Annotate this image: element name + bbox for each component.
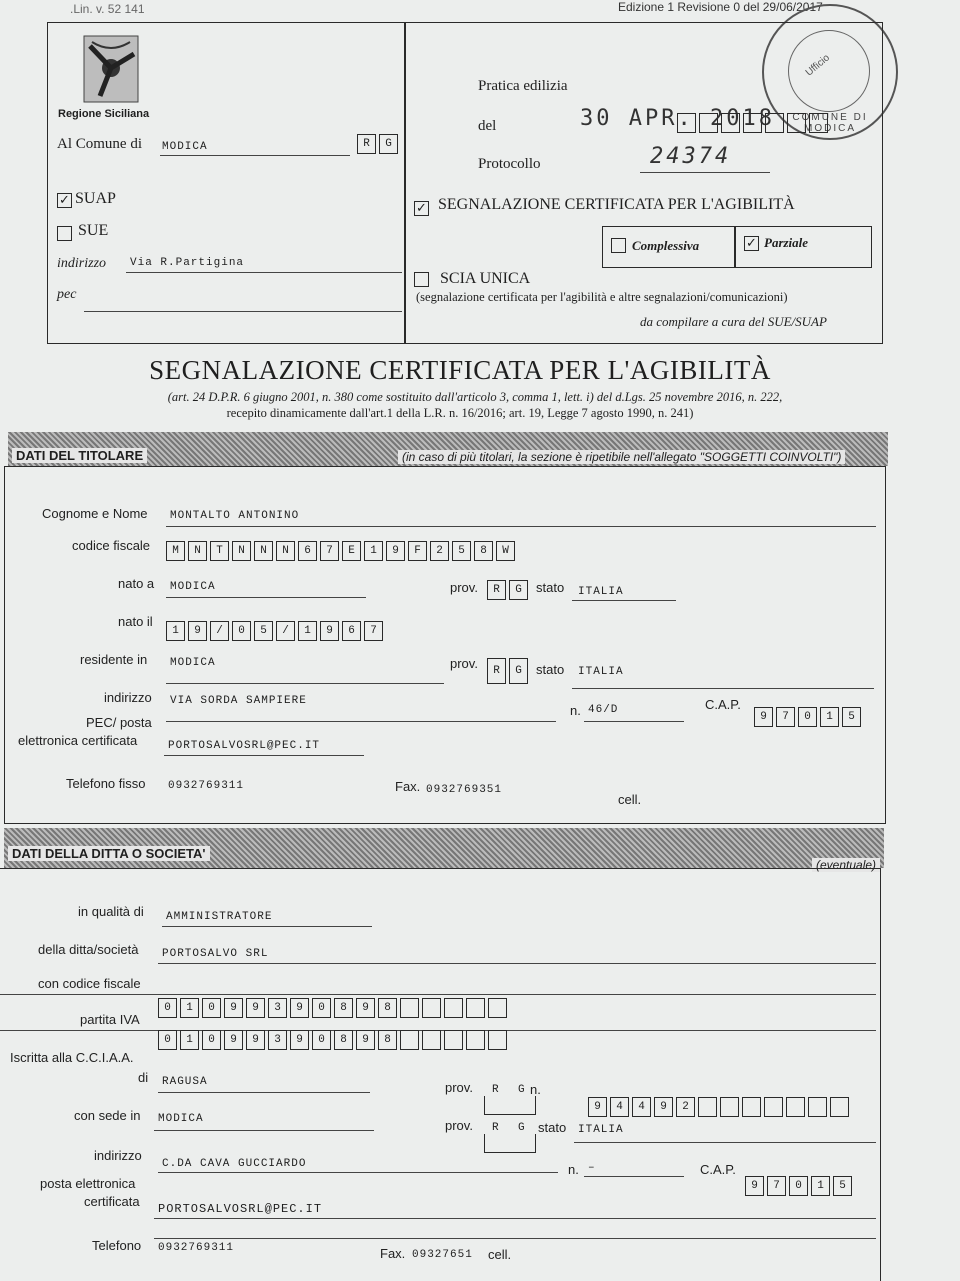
ditta-cf-cell[interactable]: 1 xyxy=(180,998,199,1018)
protocollo-value: 24374 xyxy=(650,144,732,169)
qualita-value: AMMINISTRATORE xyxy=(166,911,273,923)
cciaa-n-cells xyxy=(588,1097,852,1117)
fax-tit-value: 0932769351 xyxy=(426,784,503,796)
sue-label: SUE xyxy=(78,222,109,239)
piva-cell[interactable]: 3 xyxy=(268,1030,287,1050)
ditta-cf-cell[interactable]: 8 xyxy=(378,998,397,1018)
date-cell[interactable]: 0 xyxy=(232,621,251,641)
res-stato-label: stato xyxy=(536,662,565,677)
titolare-section-note: (in caso di più titolari, la sezione è ripetibile nell'allegato "SOGGETTI COINVOLTI") xyxy=(398,450,845,464)
nato-stato-label: stato xyxy=(536,580,565,595)
ditta-label: della ditta/società xyxy=(38,942,139,957)
cap-cell[interactable]: 5 xyxy=(842,707,861,727)
sede-cap-cell[interactable]: 9 xyxy=(745,1176,764,1196)
sede-n-value: – xyxy=(588,1162,596,1174)
piva-cell[interactable]: 0 xyxy=(312,1030,331,1050)
cciaa-prov-label: prov. xyxy=(445,1080,473,1095)
sede-pec-value: PORTOSALVOSRL@PEC.IT xyxy=(158,1202,323,1216)
cap-tit-cells xyxy=(754,707,864,727)
cap-cell[interactable]: 7 xyxy=(776,707,795,727)
pratica-label: Pratica edilizia xyxy=(478,78,568,94)
cap-cell[interactable]: 9 xyxy=(754,707,773,727)
piva-cell[interactable]: 0 xyxy=(158,1030,177,1050)
piva-cell[interactable] xyxy=(466,1030,485,1050)
cciaa-prov-g: G xyxy=(518,1084,526,1096)
pec-label: pec xyxy=(57,287,77,302)
nato-prov-label: prov. xyxy=(450,580,478,595)
residente-label: residente in xyxy=(80,652,148,667)
sede-cap-label: C.A.P. xyxy=(700,1162,736,1177)
complessiva-label: Complessiva xyxy=(632,238,700,253)
cf-cell[interactable]: 8 xyxy=(474,541,493,561)
fax-tit-label: Fax. xyxy=(395,779,421,794)
date-cell[interactable]: 9 xyxy=(188,621,207,641)
cf-cell[interactable]: 6 xyxy=(298,541,317,561)
cciaa-n-cell[interactable] xyxy=(808,1097,827,1117)
sede-cell-label: cell. xyxy=(488,1247,512,1262)
piva-cell[interactable]: 9 xyxy=(356,1030,375,1050)
date-cells xyxy=(677,113,831,133)
n-tit-label: n. xyxy=(570,703,581,718)
qualita-label: in qualità di xyxy=(78,904,144,919)
sede-prov-label: prov. xyxy=(445,1118,473,1133)
piva-cell[interactable]: 1 xyxy=(180,1030,199,1050)
cf-cell[interactable]: M xyxy=(166,541,185,561)
piva-cell[interactable] xyxy=(422,1030,441,1050)
ditta-cf-cell[interactable]: 0 xyxy=(312,998,331,1018)
complessiva-checkbox[interactable] xyxy=(611,238,626,253)
piva-cell[interactable] xyxy=(444,1030,463,1050)
piva-cell[interactable]: 9 xyxy=(290,1030,309,1050)
cap-cell[interactable]: 1 xyxy=(820,707,839,727)
ditta-cf-cell[interactable]: 8 xyxy=(334,998,353,1018)
cciaa-n-cell[interactable] xyxy=(764,1097,783,1117)
cciaa-n-label: n. xyxy=(530,1082,541,1097)
cciaa-n-cell[interactable]: 4 xyxy=(610,1097,629,1117)
segnalazione-label: SEGNALAZIONE CERTIFICATA PER L'AGIBILITÀ xyxy=(438,196,795,213)
edition-label: Edizione 1 Revisione 0 del 29/06/2017 xyxy=(618,0,823,14)
res-prov-cells: R G xyxy=(487,658,531,684)
piva-cell[interactable] xyxy=(400,1030,419,1050)
piva-cell[interactable] xyxy=(488,1030,507,1050)
sede-fax-label: Fax. xyxy=(380,1246,406,1261)
comune-prov-cells: R G xyxy=(357,134,401,154)
sede-tel-label: Telefono xyxy=(92,1238,142,1253)
sede-prov-r: R xyxy=(492,1122,500,1134)
cap-tit-label: C.A.P. xyxy=(705,697,741,712)
ditta-cf-cell[interactable]: 9 xyxy=(246,998,265,1018)
ditta-cf-cell[interactable]: 9 xyxy=(356,998,375,1018)
cf-cell[interactable]: N xyxy=(276,541,295,561)
cciaa-n-cell[interactable] xyxy=(786,1097,805,1117)
titolare-section-title: DATI DEL TITOLARE xyxy=(12,448,147,463)
date-cell[interactable]: 5 xyxy=(254,621,273,641)
cf-cell[interactable]: 7 xyxy=(320,541,339,561)
indirizzo-value: Via R.Partigina xyxy=(130,257,245,269)
pec-tit-label-2: elettronica certificata xyxy=(18,733,138,748)
sede-tel-value: 0932769311 xyxy=(158,1242,235,1254)
tel-tit-value: 0932769311 xyxy=(168,780,245,792)
cciaa-n-cell[interactable]: 2 xyxy=(676,1097,695,1117)
residente-value: MODICA xyxy=(170,657,216,669)
suap-checkbox[interactable]: ✓ xyxy=(57,193,72,208)
page-title: SEGNALAZIONE CERTIFICATA PER L'AGIBILITÀ xyxy=(149,355,771,385)
cciaa-prov-r: R xyxy=(492,1084,500,1096)
sede-cap-cell[interactable]: 5 xyxy=(833,1176,852,1196)
subtitle-2: recepito dinamicamente dall'art.1 della L.R. n. 16/2016; art. 19, Legge 7 agosto 1990, n. 241) xyxy=(226,406,694,420)
n-tit-value: 46/D xyxy=(588,704,619,716)
indirizzo-line xyxy=(126,272,402,273)
cciaa-n-cell[interactable] xyxy=(830,1097,849,1117)
stamp-inner-text: Ufficio xyxy=(803,52,832,79)
cciaa-n-cell[interactable]: 9 xyxy=(654,1097,673,1117)
segnalazione-checkbox[interactable]: ✓ xyxy=(414,201,429,216)
suap-label: SUAP xyxy=(75,190,116,207)
cf-cell[interactable]: 9 xyxy=(386,541,405,561)
nato-stato-value: ITALIA xyxy=(578,586,624,598)
sede-cap-cell[interactable]: 0 xyxy=(789,1176,808,1196)
sede-cap-cell[interactable]: 7 xyxy=(767,1176,786,1196)
cciaa-di-label: di xyxy=(138,1070,149,1085)
stamp-outer-text: COMUNE DI MODICA xyxy=(792,112,868,134)
piva-cell[interactable]: 0 xyxy=(202,1030,221,1050)
ditta-cf-cell[interactable] xyxy=(466,998,485,1018)
sede-indirizzo-label: indirizzo xyxy=(94,1148,142,1163)
cognome-value: MONTALTO ANTONINO xyxy=(170,510,300,522)
pec-line xyxy=(84,311,402,312)
sede-stato-label: stato xyxy=(538,1120,567,1135)
ditta-value: PORTOSALVO SRL xyxy=(162,948,269,960)
cf-cell[interactable]: W xyxy=(496,541,515,561)
ditta-cf-label: con codice fiscale xyxy=(38,976,141,991)
sede-label: con sede in xyxy=(74,1108,141,1123)
cciaa-n-cell[interactable] xyxy=(742,1097,761,1117)
cciaa-value: RAGUSA xyxy=(162,1076,208,1088)
date-value: 30 APR. 2018 xyxy=(580,106,775,131)
cf-cell[interactable]: E xyxy=(342,541,361,561)
date-cell[interactable]: 1 xyxy=(298,621,317,641)
scia-note: (segnalazione certificata per l'agibilità e altre segnalazioni/comunicazioni) xyxy=(416,290,788,304)
parziale-label: Parziale xyxy=(764,235,809,250)
res-stato-value: ITALIA xyxy=(578,666,624,678)
nato-il-label: nato il xyxy=(118,614,153,629)
pec-tit-label-1: PEC/ posta xyxy=(86,715,152,730)
nato-a-label: nato a xyxy=(118,576,155,591)
subtitle-1: (art. 24 D.P.R. 6 giugno 2001, n. 380 come sostituito dall'articolo 3, comma 1, lett. i) del d.Lgs. 25 novembre 2016, n. 222, xyxy=(167,390,783,404)
piva-cell[interactable]: 9 xyxy=(224,1030,243,1050)
indirizzo-tit-value: VIA SORDA SAMPIERE xyxy=(170,695,307,707)
cf-label: codice fiscale xyxy=(72,538,151,553)
protocollo-line xyxy=(640,172,770,173)
cciaa-n-cell[interactable]: 4 xyxy=(632,1097,651,1117)
ditta-cf-cell[interactable]: 3 xyxy=(268,998,287,1018)
ditta-cf-cell[interactable] xyxy=(488,998,507,1018)
cap-cell[interactable]: 0 xyxy=(798,707,817,727)
date-cell[interactable]: 6 xyxy=(342,621,361,641)
cf-cell[interactable]: N xyxy=(254,541,273,561)
ditta-cf-cell[interactable]: 9 xyxy=(224,998,243,1018)
cell-tit-label: cell. xyxy=(618,792,642,807)
cf-cell[interactable]: F xyxy=(408,541,427,561)
cf-cell[interactable]: 2 xyxy=(430,541,449,561)
nato-a-value: MODICA xyxy=(170,581,216,593)
piva-cell[interactable]: 8 xyxy=(334,1030,353,1050)
cciaa-n-cell[interactable]: 9 xyxy=(588,1097,607,1117)
ditta-cf-cell[interactable] xyxy=(444,998,463,1018)
indirizzo-tit-label: indirizzo xyxy=(104,690,152,705)
cciaa-n-cell[interactable] xyxy=(720,1097,739,1117)
cf-cell[interactable]: T xyxy=(210,541,229,561)
parziale-checkbox[interactable]: ✓ xyxy=(744,236,759,251)
sede-pec-label-2: certificata xyxy=(84,1194,140,1209)
cciaa-n-cell[interactable] xyxy=(698,1097,717,1117)
cciaa-label: Iscritta alla C.C.I.A.A. xyxy=(10,1050,134,1065)
pec-tit-value: PORTOSALVOSRL@PEC.IT xyxy=(168,740,321,752)
cf-cell[interactable]: 5 xyxy=(452,541,471,561)
header-divider xyxy=(404,22,406,344)
al-comune-label: Al Comune di xyxy=(57,136,142,152)
ditta-cf-cell[interactable]: 0 xyxy=(158,998,177,1018)
piva-cell[interactable]: 9 xyxy=(246,1030,265,1050)
tel-tit-label: Telefono fisso xyxy=(66,776,146,791)
nato-il-cells xyxy=(166,621,386,641)
sede-stato-value: ITALIA xyxy=(578,1124,624,1136)
ditta-cf-cell[interactable] xyxy=(400,998,419,1018)
ditta-cf-cells xyxy=(158,998,510,1018)
regione-logo xyxy=(82,34,140,104)
date-cell[interactable]: / xyxy=(276,621,295,641)
piva-label: partita IVA xyxy=(80,1012,140,1027)
cf-cells xyxy=(166,541,518,561)
ditta-cf-cell[interactable]: 0 xyxy=(202,998,221,1018)
sede-fax-value: 09327651 xyxy=(412,1249,473,1261)
piva-cell[interactable]: 8 xyxy=(378,1030,397,1050)
date-cell[interactable]: 1 xyxy=(166,621,185,641)
compile-note: da compilare a cura del SUE/SUAP xyxy=(640,314,827,329)
indirizzo-label: indirizzo xyxy=(57,256,107,271)
ditta-box xyxy=(0,868,881,1281)
comune-value: MODICA xyxy=(162,141,208,153)
sede-indirizzo-value: C.DA CAVA GUCCIARDO xyxy=(162,1158,307,1170)
region-name: Regione Siciliana xyxy=(58,108,150,120)
sede-pec-label-1: posta elettronica xyxy=(40,1176,136,1191)
cognome-label: Cognome e Nome xyxy=(42,506,148,521)
piva-cells xyxy=(158,1030,510,1050)
sede-value: MODICA xyxy=(158,1113,204,1125)
ditta-cf-cell[interactable]: 9 xyxy=(290,998,309,1018)
del-label: del xyxy=(478,118,497,134)
cf-cell[interactable]: N xyxy=(232,541,251,561)
cf-cell[interactable]: N xyxy=(188,541,207,561)
sede-cap-cell[interactable]: 1 xyxy=(811,1176,830,1196)
reference-note: .Lin. v. 52 141 xyxy=(70,2,145,16)
date-cell[interactable]: 9 xyxy=(320,621,339,641)
sede-prov-g: G xyxy=(518,1122,526,1134)
date-cell[interactable]: 7 xyxy=(364,621,383,641)
scia-label: SCIA UNICA xyxy=(440,270,531,287)
date-cell[interactable]: / xyxy=(210,621,229,641)
sede-n-label: n. xyxy=(568,1162,579,1177)
ditta-section-title: DATI DELLA DITTA O SOCIETA' xyxy=(8,846,210,861)
comune-line xyxy=(160,155,350,156)
nato-prov-cells: R G xyxy=(487,580,531,600)
res-prov-label: prov. xyxy=(450,656,478,671)
ditta-section-note: (eventuale) xyxy=(812,858,880,872)
cf-cell[interactable]: 1 xyxy=(364,541,383,561)
scia-checkbox[interactable] xyxy=(414,272,429,287)
sede-cap-cells xyxy=(745,1176,855,1196)
ditta-cf-cell[interactable] xyxy=(422,998,441,1018)
sue-checkbox[interactable] xyxy=(57,226,72,241)
protocollo-label: Protocollo xyxy=(478,156,541,172)
